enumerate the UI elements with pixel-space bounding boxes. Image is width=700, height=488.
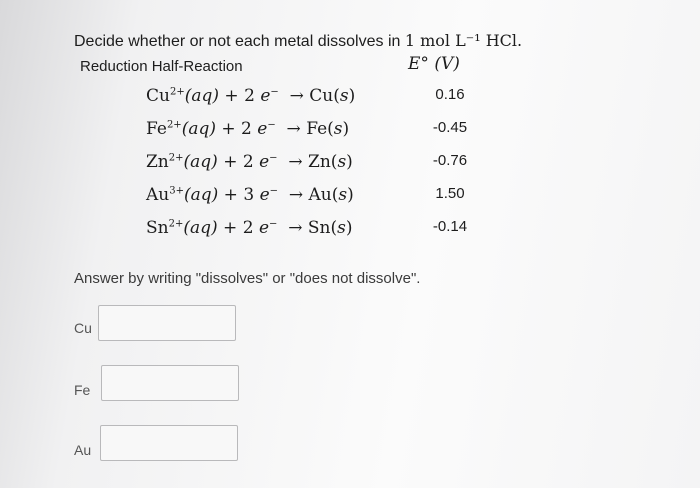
potential-value: -0.45 (432, 119, 468, 136)
answer-instructions: Answer by writing "dissolves" or "does not dissolve". (74, 270, 421, 287)
reaction-row: $Cu^{2+}(aq) + 2$ e− → Cu(s) (146, 86, 356, 106)
field-label-cu: Cu (74, 320, 92, 336)
product-symbol: Zn (308, 152, 331, 172)
potential-symbol: E° (V) (408, 54, 460, 74)
ion-symbol: Au (146, 185, 170, 205)
reaction-row: $Au^{3+}(aq) + 3$ e− → Au(s) (146, 185, 354, 205)
ion-charge: 2+ (168, 152, 184, 164)
potential-value: -0.76 (432, 152, 468, 169)
potential-value: 1.50 (435, 185, 465, 202)
ion-symbol: Zn (146, 152, 169, 172)
product-symbol: Sn (307, 218, 331, 238)
question-math: 1 mol L⁻¹ HCl. (404, 31, 523, 50)
product-symbol: Cu (309, 86, 334, 106)
reaction-row: $Zn^{2+}(aq) + 2$ e− → Zn(s) (146, 152, 353, 172)
electron-count: 2 (241, 119, 252, 139)
potential-column-header (408, 54, 460, 74)
electron-count: 3 (243, 185, 255, 205)
ion-charge: 2+ (166, 119, 182, 131)
answer-input-fe[interactable] (101, 365, 239, 401)
product-symbol: Fe (306, 119, 328, 139)
electron-count: 2 (244, 86, 255, 106)
ion-charge: 2+ (169, 86, 185, 98)
reaction-column-header: Reduction Half-Reaction (80, 58, 243, 75)
potential-value: -0.14 (432, 218, 468, 235)
electron-count: 2 (242, 218, 254, 238)
product-symbol: Au (308, 185, 332, 205)
potential-value: 0.16 (435, 86, 465, 103)
answer-input-au[interactable] (100, 425, 238, 461)
reaction-row: $Fe^{2+}(aq) + 2$ e− → Fe(s) (146, 119, 350, 139)
ion-symbol: Fe (146, 119, 167, 139)
ion-symbol: Sn (146, 218, 169, 238)
field-label-fe: Fe (74, 382, 91, 398)
answer-input-cu[interactable] (98, 305, 236, 341)
reaction-row: $Sn^{2+}(aq) + 2$ e− → Sn(s) (146, 218, 353, 238)
question-prefix: Decide whether or not each metal dissolves in (74, 33, 405, 50)
electron-count: 2 (242, 152, 254, 172)
field-label-au: Au (74, 442, 92, 458)
ion-symbol: Cu (146, 86, 170, 106)
ion-charge: 3+ (169, 185, 184, 197)
ion-charge: 2+ (168, 218, 184, 230)
question-text (74, 31, 522, 51)
